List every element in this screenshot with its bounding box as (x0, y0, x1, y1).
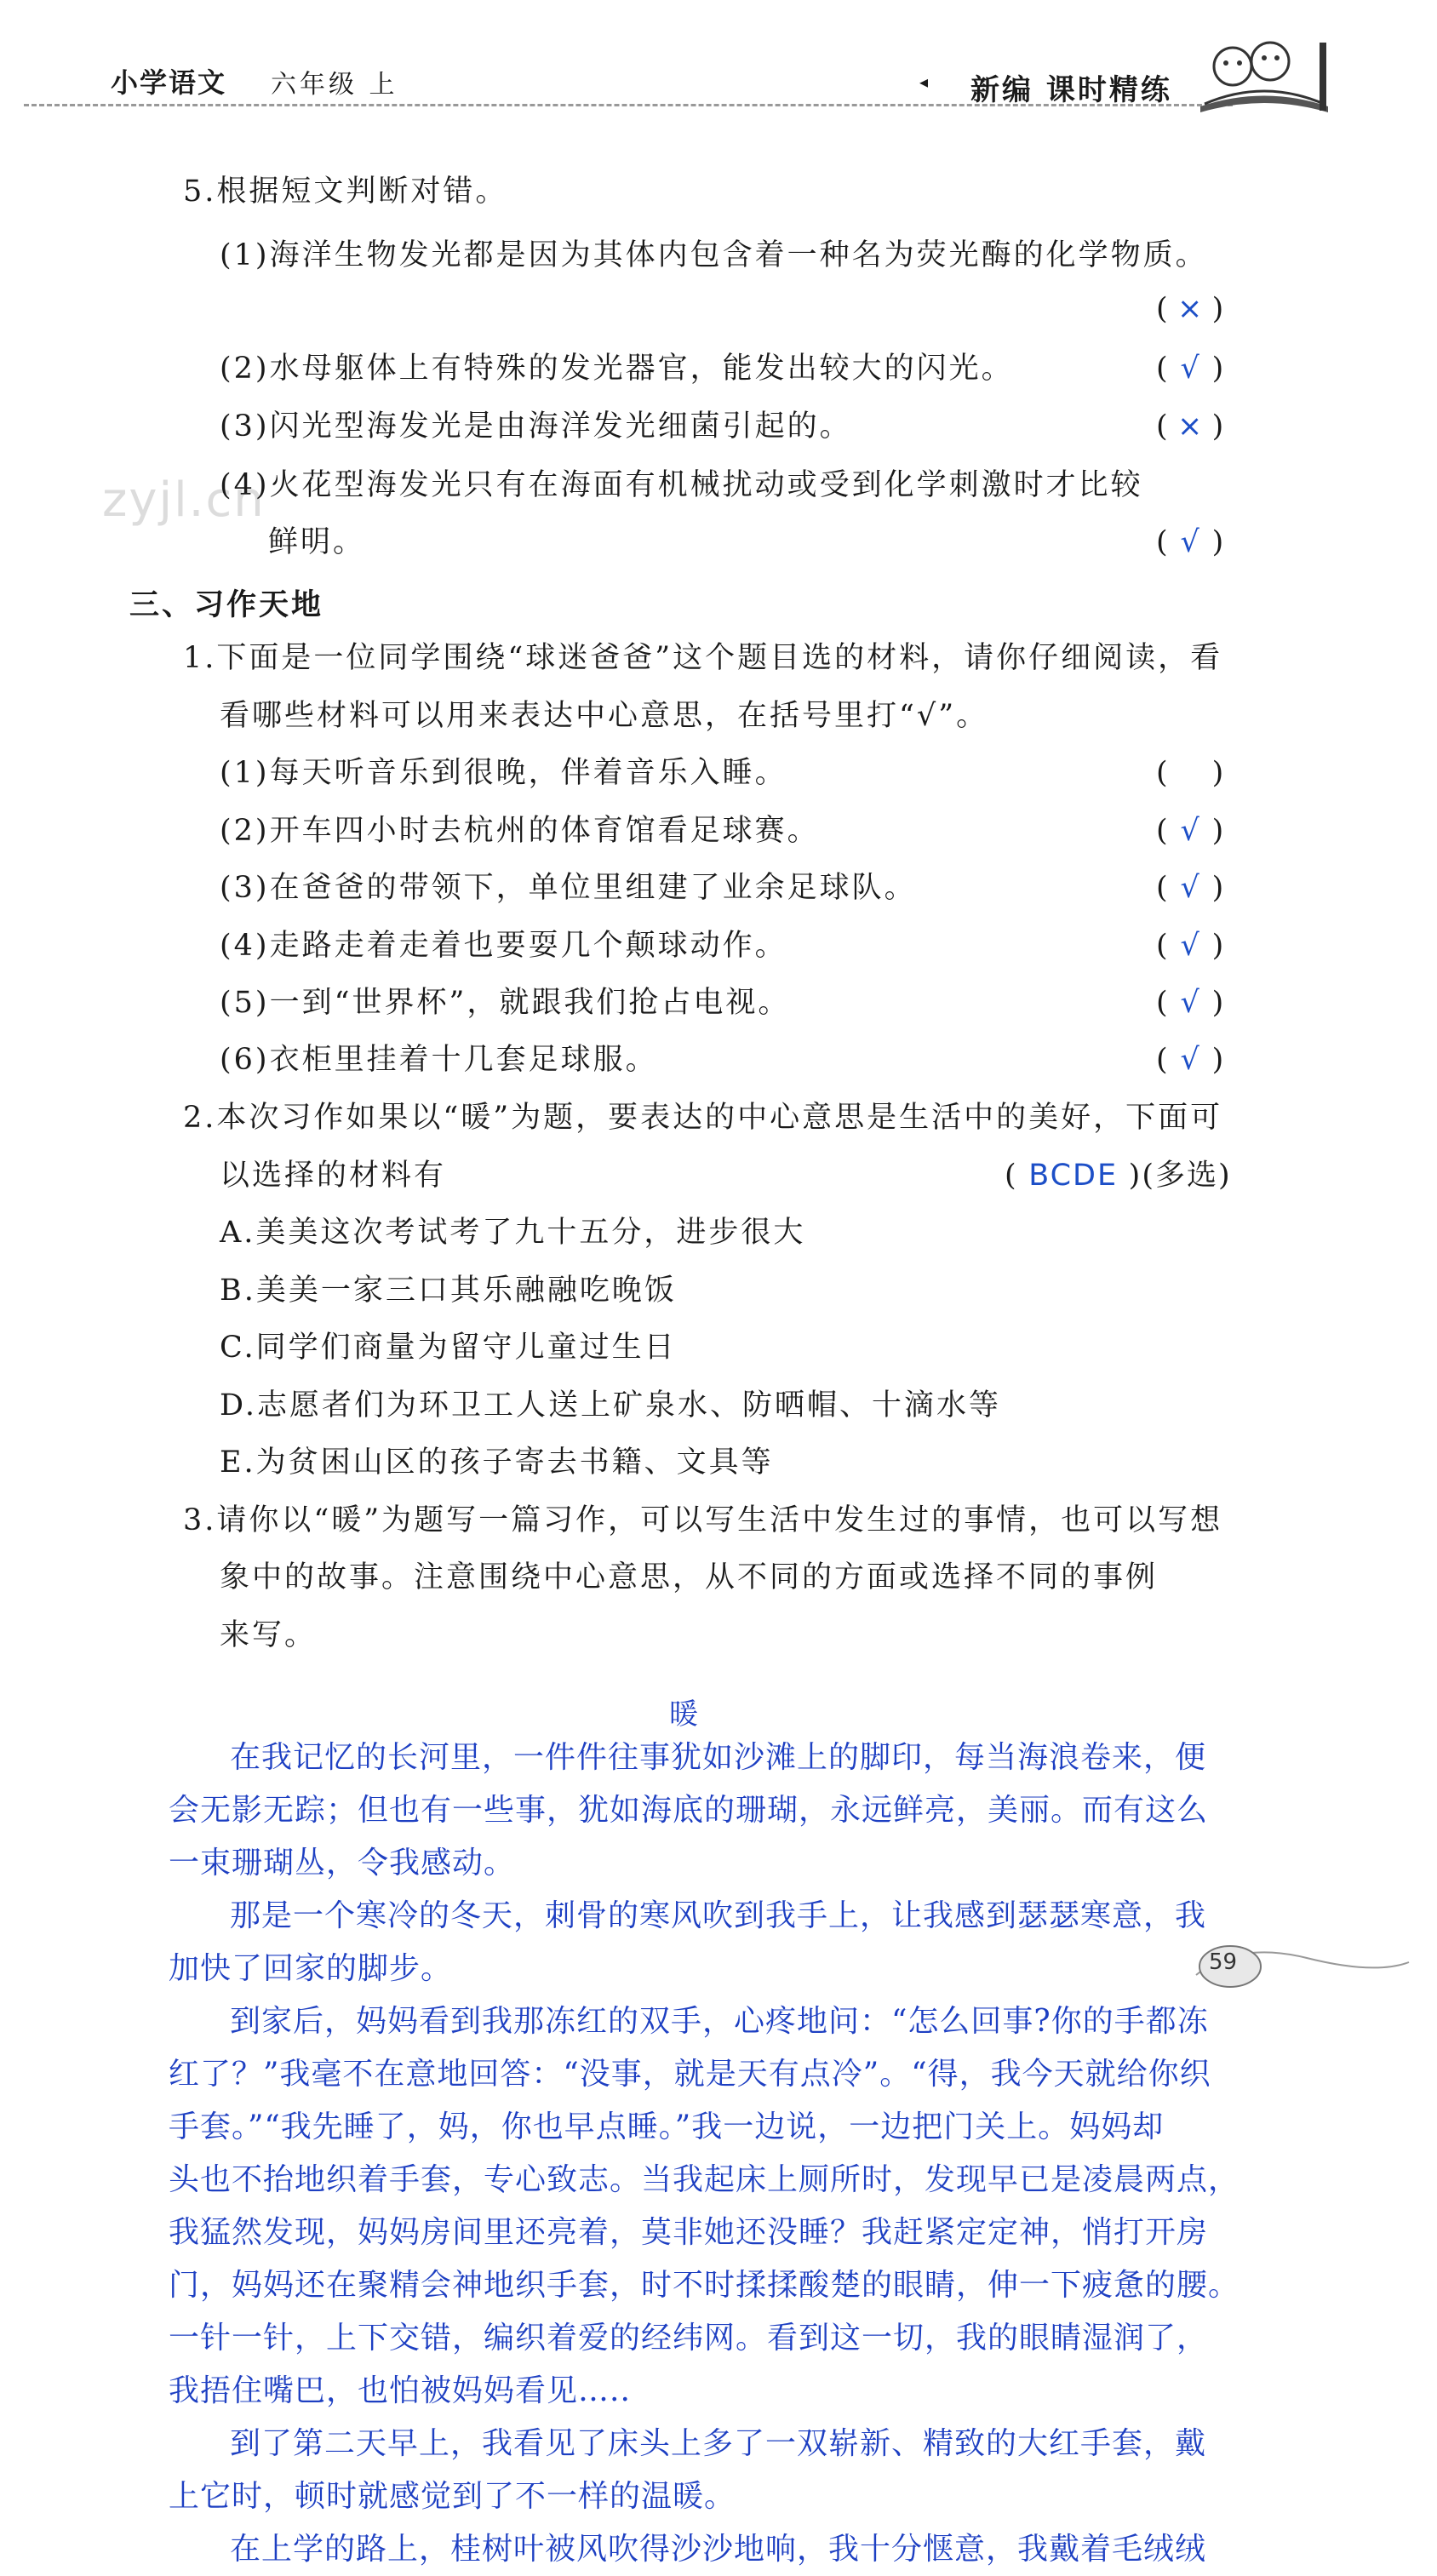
q1-answer-2: ( √ ) (1156, 814, 1226, 848)
q1-answer-5: ( √ ) (1156, 986, 1226, 1020)
header-arrow-icon: ◂ (919, 72, 929, 92)
essay-line: 门，妈妈还在聚精会神地织手套，时不时揉揉酸楚的眼睛，伸一下疲惫的腰。 (169, 2268, 1240, 2303)
essay-title: 暖 (669, 1697, 698, 1732)
q1-answer-3: ( √ ) (1156, 871, 1226, 905)
q5-item-1: (1)海洋生物发光都是因为其体内包含着一种名为荧光酶的化学物质。 (220, 238, 1208, 272)
essay-line: 到了第二天早上，我看见了床头上多了一双崭新、精致的大红手套，戴 (230, 2426, 1207, 2461)
q1-item-5: (5)一到“世界杯”，就跟我们抢占电视。 (220, 986, 791, 1020)
essay-line: 头也不抬地织着手套，专心致志。当我起床上厕所时，发现早已是凌晨两点， (169, 2162, 1240, 2197)
q5-answer-2: ( √ ) (1156, 352, 1226, 386)
q1-answer-6: ( √ ) (1156, 1043, 1226, 1077)
essay-line: 在我记忆的长河里，一件件往事犹如沙滩上的脚印，每当海浪卷来，便 (230, 1740, 1207, 1775)
q3-line-1: 3.请你以“暖”为题写一篇习作，可以写生活中发生过的事情，也可以写想 (183, 1503, 1223, 1537)
q5-answer-3: ( × ) (1156, 409, 1226, 444)
q1-line-2: 看哪些材料可以用来表达中心意思，在括号里打“√”。 (220, 699, 989, 733)
essay-line: 一针一针，上下交错，编织着爱的经纬网。看到这一切，我的眼睛湿润了， (169, 2321, 1209, 2356)
q5-item-3: (3)闪光型海发光是由海洋发光细菌引起的。 (220, 409, 852, 444)
q2-answer: ( BCDE )(多选) (1005, 1159, 1232, 1193)
page-number: 59 (1209, 1949, 1238, 1975)
q1-item-4: (4)走路走着走着也要耍几个颠球动作。 (220, 929, 787, 963)
q2-option-e: E.为贫困山区的孩子寄去书籍、文具等 (220, 1445, 774, 1480)
q2-line-1: 2.本次习作如果以“暖”为题，要表达的中心意思是生活中的美好，下面可 (183, 1101, 1223, 1135)
book-illustration-icon (1192, 26, 1337, 119)
header-divider (24, 104, 1233, 106)
essay-line: 一束珊瑚丛，令我感动。 (169, 1846, 516, 1880)
header-grade: 六年级 上 (271, 70, 398, 100)
section-title: 三、习作天地 (129, 587, 324, 622)
essay-line: 加快了回家的脚步。 (169, 1951, 453, 1986)
q5-answer-1: ( × ) (1156, 292, 1226, 326)
essay-line: 红了？”我毫不在意地回答：“没事，就是天有点冷”。“得，我今天就给你织 (169, 2057, 1211, 2092)
q1-item-3: (3)在爸爸的带领下，单位里组建了业余足球队。 (220, 871, 917, 905)
q2-option-c: C.同学们商量为留守儿童过生日 (220, 1331, 677, 1365)
essay-line: 会无影无踪；但也有一些事，犹如海底的珊瑚，永远鲜亮，美丽。而有这么 (169, 1793, 1209, 1828)
essay-line: 在上学的路上，桂树叶被风吹得沙沙地响，我十分惬意，我戴着毛绒绒 (230, 2532, 1207, 2567)
q5-item-4-cont: 鲜明。 (268, 525, 366, 559)
q1-item-6: (6)衣柜里挂着十几套足球服。 (220, 1043, 658, 1077)
q1-answer-4: ( √ ) (1156, 929, 1226, 963)
q5-item-4: (4)火花型海发光只有在海面有机械扰动或受到化学刺激时才比较 (220, 468, 1143, 502)
q1-item-2: (2)开车四小时去杭州的体育馆看足球赛。 (220, 814, 820, 848)
q2-option-b: B.美美一家三口其乐融融吃晚饭 (220, 1274, 677, 1308)
essay-line: 手套。”“我先睡了，妈，你也早点睡。”我一边说，一边把门关上。妈妈却 (169, 2109, 1165, 2144)
q5-answer-4: ( √ ) (1156, 525, 1226, 559)
header-series: 新编 课时精练 (970, 73, 1172, 107)
q3-line-3: 来写。 (220, 1618, 318, 1652)
header-subject: 小学语文 (111, 66, 227, 99)
q5-item-2: (2)水母躯体上有特殊的发光器官，能发出较大的闪光。 (220, 352, 1014, 386)
q2-option-d: D.志愿者们为环卫工人送上矿泉水、防晒帽、十滴水等 (220, 1388, 1001, 1423)
q1-answer-1: ( ) (1156, 756, 1226, 790)
essay-line: 我捂住嘴巴，也怕被妈妈看见….. (169, 2373, 631, 2408)
q1-line-1: 1.下面是一位同学围绕“球迷爸爸”这个题目选的材料，请你仔细阅读，看 (183, 641, 1223, 675)
q2-option-a: A.美美这次考试考了九十五分，进步很大 (220, 1216, 806, 1250)
essay-line: 上它时，顿时就感觉到了不一样的温暖。 (169, 2479, 736, 2514)
watermark: zyjl.cn (102, 472, 266, 528)
q5-title: 5.根据短文判断对错。 (183, 175, 508, 209)
q1-item-1: (1)每天听音乐到很晚，伴着音乐入睡。 (220, 756, 787, 790)
essay-line: 那是一个寒冷的冬天，刺骨的寒风吹到我手上，让我感到瑟瑟寒意，我 (230, 1898, 1207, 1933)
q3-line-2: 象中的故事。注意围绕中心意思，从不同的方面或选择不同的事例 (220, 1560, 1159, 1594)
essay-line: 到家后，妈妈看到我那冻红的双手，心疼地问：“怎么回事?你的手都冻 (230, 2004, 1209, 2039)
q2-line-2: 以选择的材料有 (220, 1159, 447, 1193)
essay-line: 我猛然发现，妈妈房间里还亮着，莫非她还没睡？我赶紧定定神，悄打开房 (169, 2215, 1209, 2250)
